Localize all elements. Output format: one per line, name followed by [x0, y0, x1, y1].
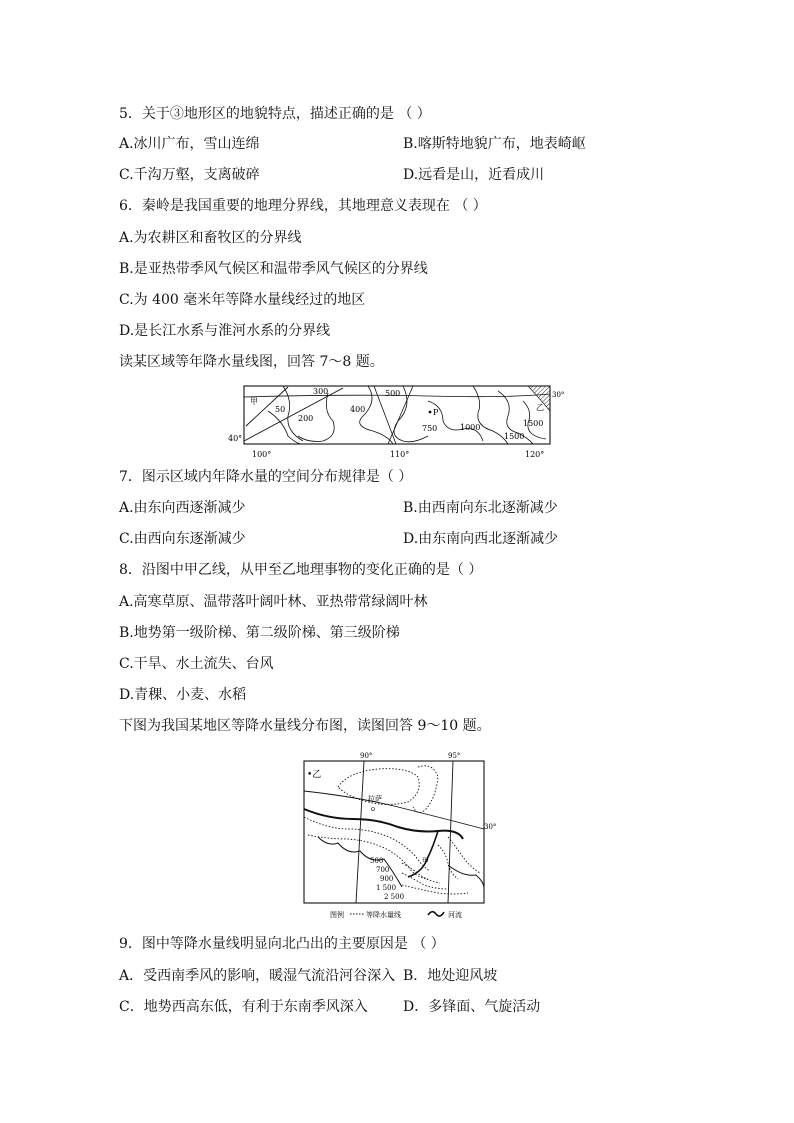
label-700-2: 700 — [376, 866, 390, 874]
q5-option-d: D.远看是山，近看成川 — [403, 167, 545, 183]
label-400: 400 — [350, 405, 366, 414]
q6-stem: 6．秦岭是我国重要的地理分界线，其地理意义表现在 （ ） — [119, 198, 487, 214]
isoline-east-2 — [448, 837, 480, 873]
legend-title: 图例 — [330, 911, 344, 919]
q5-option-a: A.冰川广布，雪山连绵 — [119, 136, 260, 152]
label-200: 200 — [298, 414, 314, 423]
isohyet-map-2-svg — [298, 747, 498, 923]
q9-option-c: C．地势西高东低，有利于东南季风深入 — [119, 999, 368, 1015]
isohyet-map-2 — [298, 747, 498, 923]
tick-lon-110: 110° — [390, 450, 410, 459]
label-lasa: 拉萨 — [368, 795, 382, 803]
label-1500b: 1500 — [523, 419, 544, 428]
isohyet-map-1 — [228, 381, 565, 461]
meridian-90 — [356, 761, 364, 903]
isoline-700 — [308, 835, 428, 879]
legend-river-swatch — [428, 912, 444, 916]
q9-option-d: D．多锋面、气旋活动 — [403, 999, 541, 1015]
label-50: 50 — [275, 405, 286, 414]
label-p: P — [433, 408, 439, 417]
lasa-marker — [372, 808, 375, 811]
label-yi: 乙 — [536, 403, 544, 412]
label-1000: 1000 — [460, 423, 481, 432]
intro-9-10: 下图为我国某地区等降水量线分布图，读图回答 9～10 题。 — [119, 718, 491, 734]
q8-option-d: D.青稞、小麦、水稻 — [119, 687, 247, 703]
q6-option-d: D.是长江水系与淮河水系的分界线 — [119, 323, 331, 339]
border-line-east — [448, 865, 484, 887]
q5-option-b: B.喀斯特地貌广布，地表崎岖 — [403, 136, 586, 152]
label-500: 500 — [385, 389, 401, 398]
label-500-2: 500 — [370, 857, 384, 865]
point-p-marker — [429, 411, 432, 414]
tick-lon-90: 90° — [360, 752, 373, 760]
q7-option-b: B.由西南向东北逐渐减少 — [403, 500, 558, 516]
river-branch — [408, 831, 438, 877]
river-main — [304, 809, 463, 839]
q8-option-b: B.地势第一级阶梯、第二级阶梯、第三级阶梯 — [119, 625, 400, 641]
legend-river-label: 河流 — [448, 911, 462, 919]
q6-option-a: A.为农耕区和畜牧区的分界线 — [119, 230, 302, 246]
tick-lon-95: 95° — [448, 752, 461, 760]
isoline-2500 — [402, 885, 468, 894]
isoline-750 — [428, 401, 483, 441]
label-1500a: 1500 — [504, 432, 525, 441]
label-yi-2: •乙 — [307, 770, 322, 780]
legend-isoline-label: 等降水量线 — [366, 911, 401, 919]
label-jia-2: 甲 — [422, 857, 429, 865]
isoline-500 — [304, 817, 430, 871]
q7-option-a: A.由东向西逐渐减少 — [119, 500, 246, 516]
tick-lon-120: 120° — [525, 450, 545, 459]
q9-option-b: B．地处迎风坡 — [403, 968, 498, 984]
label-1500-2: 1 500 — [376, 884, 397, 892]
q7-option-c: C.由西向东逐渐减少 — [119, 531, 246, 547]
label-750: 750 — [422, 424, 438, 433]
isoline-east-3 — [438, 845, 458, 879]
q5-stem: 5．关于③地形区的地貌特点，描述正确的是 （ ） — [119, 106, 431, 122]
q8-option-a: A.高寒草原、温带落叶阔叶林、亚热带常绿阔叶林 — [119, 594, 428, 610]
q8-option-c: C.干旱、水土流失、台风 — [119, 656, 274, 672]
q7-stem: 7．图示区域内年降水量的空间分布规律是（ ） — [119, 469, 413, 485]
label-jia: 甲 — [250, 397, 258, 406]
label-2500-2: 2 500 — [384, 893, 405, 901]
q6-option-b: B.是亚热带季风气候区和温带季风气候区的分界线 — [119, 261, 428, 277]
q6-option-c: C.为 400 毫米年等降水量线经过的地区 — [119, 292, 366, 308]
isohyet-map-1-svg — [228, 381, 565, 461]
tick-lat-30: 30° — [552, 391, 565, 399]
q9-stem: 9．图中等降水量线明显向北凸出的主要原因是 （ ） — [119, 936, 445, 952]
q7-option-d: D.由东南向西北逐渐减少 — [403, 531, 559, 547]
q9-option-a: A．受西南季风的影响，暖湿气流沿河谷深入 — [119, 968, 396, 984]
isoline-200 — [268, 411, 300, 444]
parallel-30 — [304, 791, 484, 829]
q5-option-c: C.千沟万壑，支离破碎 — [119, 167, 260, 183]
tick-lon-100: 100° — [252, 450, 272, 459]
label-300: 300 — [313, 387, 329, 396]
label-900-2: 900 — [380, 875, 394, 883]
isoline-east — [413, 766, 438, 813]
tick-lat-40: 40° — [228, 434, 243, 443]
q8-stem: 8．沿图中甲乙线，从甲至乙地理事物的变化正确的是（ ） — [119, 562, 483, 578]
intro-7-8: 读某区域等年降水量线图，回答 7～8 题。 — [119, 354, 384, 370]
isoline-900 — [402, 863, 440, 883]
tick-lat-30-2: 30° — [484, 823, 497, 831]
